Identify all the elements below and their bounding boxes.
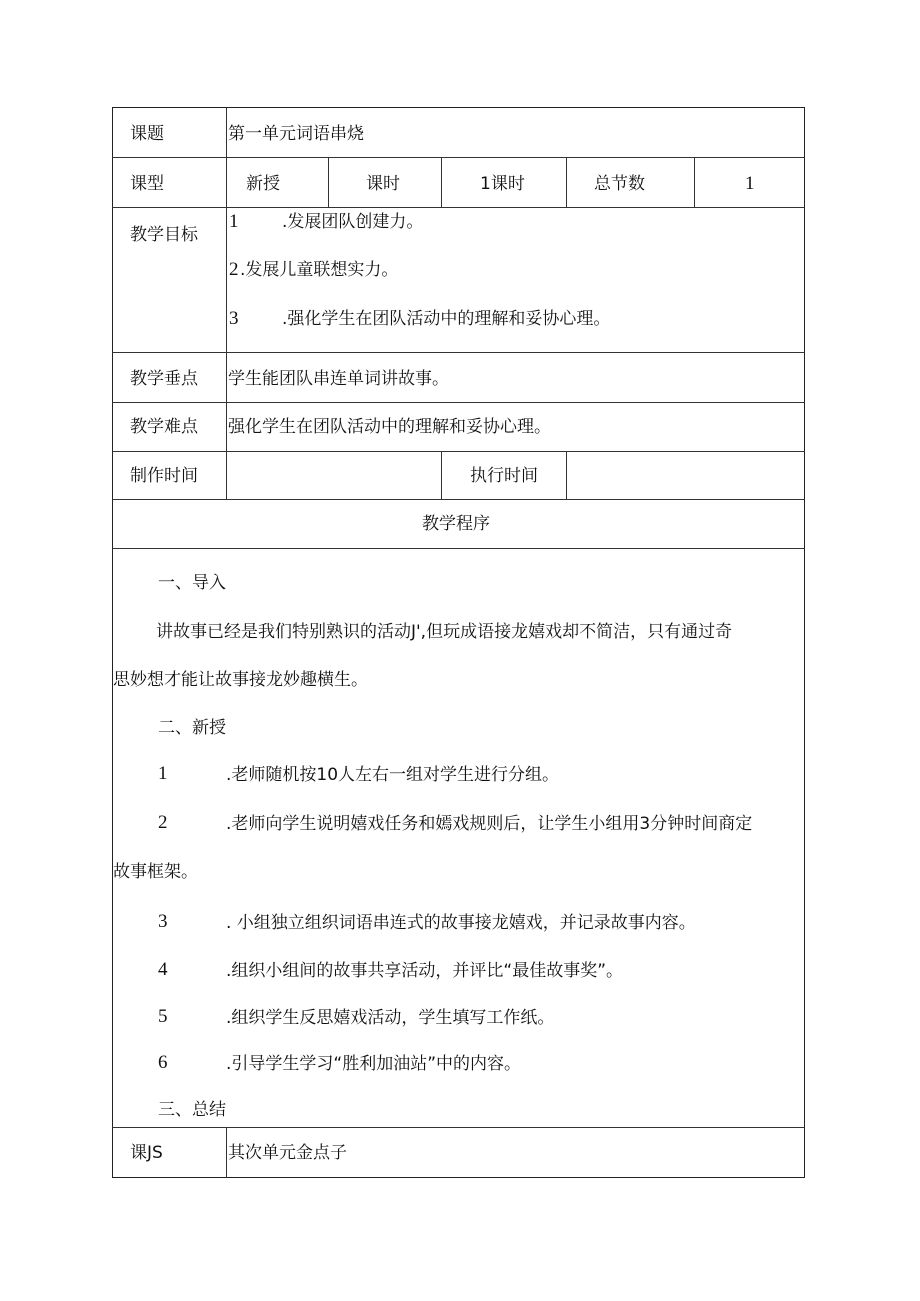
column-divider — [694, 157, 695, 207]
next-value: 其次单元金点子 — [228, 1143, 347, 1163]
goal-item: .强化学生在团队活动中的理解和妥协心理。 — [282, 309, 611, 329]
goal-item: .发展儿童联想实力。 — [240, 260, 399, 280]
goal-number: 1 — [229, 211, 239, 232]
topic-value: 第一单元词语串烧 — [228, 124, 364, 144]
next-label: 课JS — [130, 1143, 163, 1163]
goal-number: 2 — [229, 259, 239, 280]
made-time-label: 制作时间 — [130, 466, 198, 486]
row-divider — [112, 352, 805, 353]
step-number: 6 — [158, 1052, 168, 1073]
step-number: 3 — [158, 911, 168, 932]
key-point-label: 教学垂点 — [130, 369, 198, 389]
row-divider — [112, 207, 805, 208]
section-heading: 三、总结 — [158, 1100, 226, 1120]
difficulty-label: 教学难点 — [130, 417, 198, 437]
step-text: .老师向学生说明嬉戏任务和嫣戏规则后，让学生小组用3分钟时间商定 — [226, 814, 753, 834]
topic-label: 课题 — [130, 124, 164, 144]
row-divider — [112, 402, 805, 403]
hours-value: 1课时 — [480, 174, 525, 194]
row-divider — [112, 157, 805, 158]
type-label: 课型 — [130, 174, 164, 194]
step-text: .组织学生反思嬉戏活动，学生填写工作纸。 — [226, 1008, 555, 1028]
column-divider — [441, 451, 442, 499]
paragraph-line: 思妙想才能让故事接龙妙趣横生。 — [113, 670, 368, 690]
total-label: 总节数 — [594, 174, 645, 194]
difficulty-value: 强化学生在团队活动中的理解和妥协心理。 — [228, 417, 551, 437]
column-divider — [566, 451, 567, 499]
goal-item: .发展团队创建力。 — [282, 212, 424, 232]
step-text: .引导学生学习“胜利加油站”中的内容。 — [226, 1054, 522, 1074]
goals-label: 教学目标 — [130, 225, 198, 245]
procedure-header: 教学程序 — [422, 514, 490, 534]
paragraph-line: 讲故事已经是我们特别熟识的活动J',但玩成语接龙嬉戏却不简洁，只有通过奇 — [156, 622, 733, 642]
step-text: . 小组独立组织词语串连式的故事接龙嬉戏，并记录故事内容。 — [226, 913, 696, 933]
column-divider — [328, 157, 329, 207]
row-divider — [112, 548, 805, 549]
exec-time-label: 执行时间 — [470, 466, 538, 486]
goal-number: 3 — [229, 308, 239, 329]
section-heading: 一、导入 — [158, 573, 226, 593]
step-text-continued: 故事框架。 — [113, 862, 198, 882]
total-value: 1 — [745, 173, 755, 194]
key-point-value: 学生能团队串连单词讲故事。 — [228, 369, 449, 389]
row-divider — [112, 451, 805, 452]
step-text: .组织小组间的故事共享活动，并评比“最佳故事奖”。 — [226, 961, 624, 981]
section-heading: 二、新授 — [158, 718, 226, 738]
hours-label: 课时 — [366, 174, 400, 194]
row-divider — [112, 499, 805, 500]
column-divider — [566, 157, 567, 207]
column-divider — [441, 157, 442, 207]
step-number: 4 — [158, 959, 168, 980]
type-value: 新授 — [246, 174, 280, 194]
step-number: 1 — [158, 763, 168, 784]
row-divider — [112, 1127, 805, 1128]
step-text: .老师随机按10人左右一组对学生进行分组。 — [226, 765, 560, 785]
step-number: 2 — [158, 812, 168, 833]
column-divider — [226, 1127, 227, 1178]
step-number: 5 — [158, 1006, 168, 1027]
column-divider — [226, 107, 227, 499]
